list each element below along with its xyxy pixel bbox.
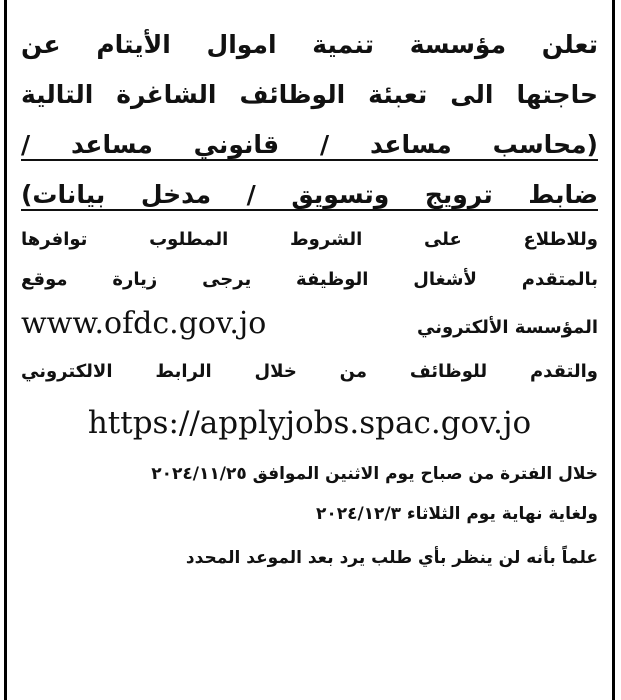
website-url-link[interactable]: www.ofdc.gov.jo <box>21 306 267 341</box>
website-label: المؤسسة الألكتروني <box>417 317 598 338</box>
job-titles-line-2: ضابط ترويج وتسويق / مدخل بيانات) <box>21 180 598 209</box>
conditions-line-2: بالمتقدم لأشغال الوظيفة يرجى زيارة موقع <box>21 269 598 290</box>
period-end: ولغاية نهاية يوم الثلاثاء ٢٠٢٤/١٢/٣ <box>315 504 598 524</box>
truncated-note: علماً بأنه لن ينظر بأي طلب يرد بعد الموعد المحدد <box>185 548 598 568</box>
apply-instructions: والتقدم للوظائف من خلال الرابط الالكتروني <box>21 361 598 382</box>
website-line <box>21 300 598 352</box>
job-titles-line-1: (محاسب مساعد / قانوني مساعد / <box>21 130 598 159</box>
headline-line-1: تعلن مؤسسة تنمية اموال الأيتام عن <box>21 30 598 59</box>
headline-line-2: حاجتها الى تعبئة الوظائف الشاغرة التالية <box>21 80 598 109</box>
apply-url-link[interactable]: https://applyjobs.spac.gov.jo <box>87 405 532 441</box>
period-start: خلال الفترة من صباح يوم الاثنين الموافق ٢٠٢٤/١١/٢٥ <box>151 464 598 484</box>
job-advertisement <box>4 0 615 700</box>
conditions-line-1: وللاطلاع على الشروط المطلوب توافرها <box>21 229 598 250</box>
